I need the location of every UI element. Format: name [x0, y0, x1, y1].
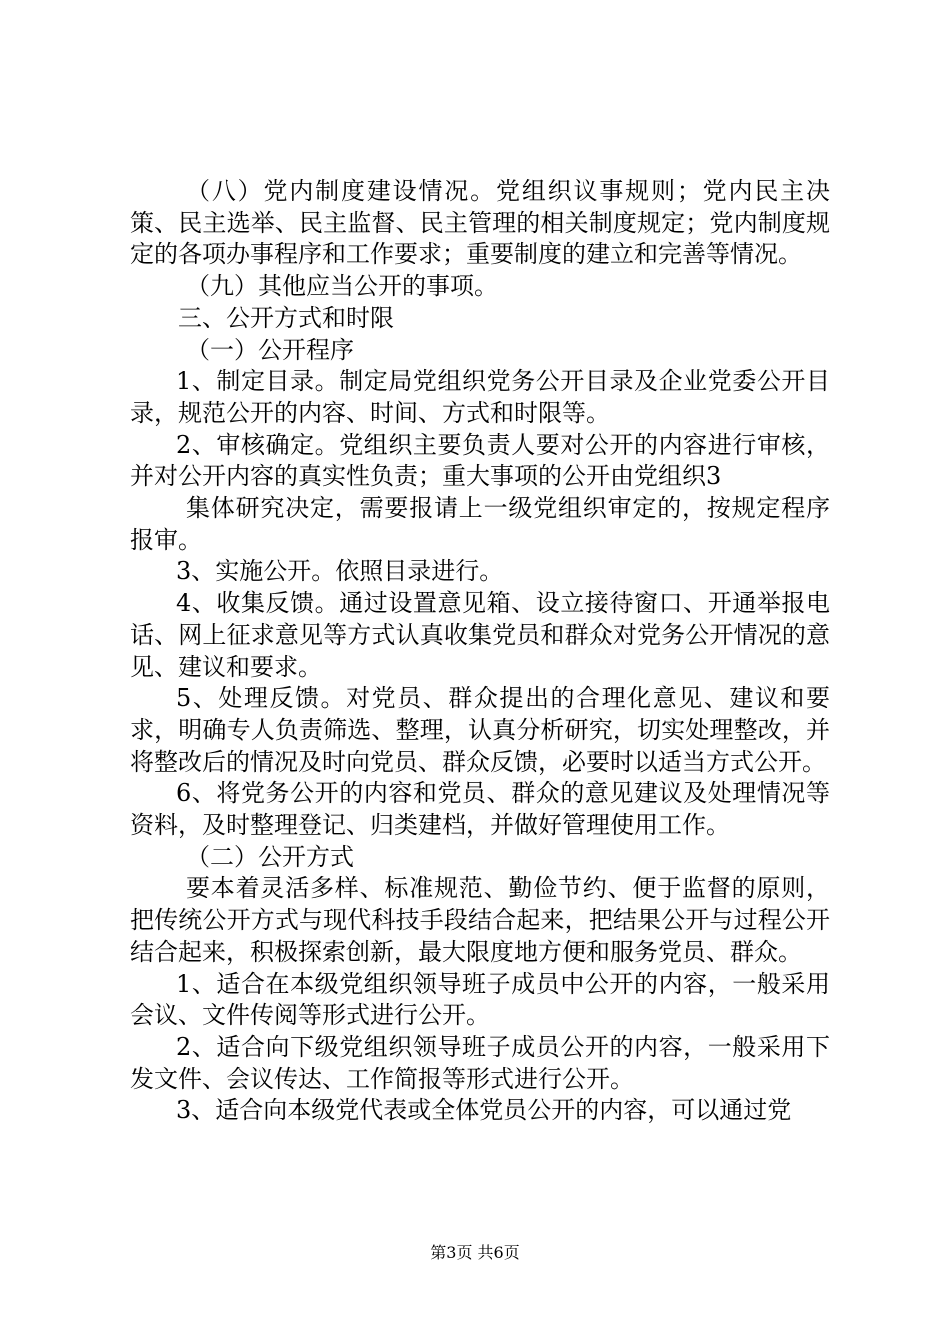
- paragraph-section-9: （九）其他应当公开的事项。: [186, 272, 498, 301]
- subheading-procedure: （一）公开程序: [186, 335, 354, 364]
- paragraph-method-1: 1、适合在本级党组织领导班子成员中公开的内容，一般采用会议、文件传阅等形式进行公开。: [130, 969, 830, 1030]
- paragraph-step-4: 4、收集反馈。通过设置意见箱、设立接待窗口、开通举报电话、网上征求意见等方式认真收集党员和群众对党务公开情况的意见、建议和要求。: [130, 589, 830, 681]
- paragraph-section-8: （八）党内制度建设情况。党组织议事规则；党内民主决策、民主选举、民主监督、民主管理的相关制度规定；党内制度规定的各项办事程序和工作要求；重要制度的建立和完善等情况。: [130, 177, 830, 269]
- heading-section-3: 三、公开方式和时限: [178, 303, 394, 332]
- paragraph-step-2: 2、审核确定。党组织主要负责人要对公开的内容进行审核，并对公开内容的真实性负责；重大事项的公开由党组织3: [130, 430, 830, 491]
- paragraph-step-5: 5、处理反馈。对党员、群众提出的合理化意见、建议和要求，明确专人负责筛选、整理，认真分析研究，切实处理整改，并将整改后的情况及时向党员、群众反馈，必要时以适当方式公开。: [130, 684, 830, 776]
- subheading-methods: （二）公开方式: [186, 842, 354, 871]
- paragraph-method-2: 2、适合向下级党组织领导班子成员公开的内容，一般采用下发文件、会议传达、工作简报等形式进行公开。: [130, 1032, 830, 1093]
- paragraph-step-1: 1、制定目录。制定局党组织党务公开目录及企业党委公开目录，规范公开的内容、时间、方式和时限等。: [130, 367, 830, 427]
- page-number-label: 第3页 共6页: [430, 1243, 520, 1262]
- paragraph-step-6: 6、将党务公开的内容和党员、群众的意见建议及处理情况等资料，及时整理登记、归类建档，并做好管理使用工作。: [130, 779, 830, 840]
- paragraph-method-3: 3、适合向本级党代表或全体党员公开的内容，可以通过党: [176, 1096, 792, 1125]
- paragraph-methods-intro: 要本着灵活多样、标准规范、勤俭节约、便于监督的原则，把传统公开方式与现代科技手段结合起来，把结果公开与过程公开结合起来，积极探索创新，最大限度地方便和服务党员、群众。: [130, 874, 830, 966]
- paragraph-step-2-continued: 集体研究决定，需要报请上一级党组织审定的，按规定程序报审。: [130, 494, 830, 554]
- page-footer: [0, 1243, 950, 1263]
- paragraph-step-3: 3、实施公开。依照目录进行。: [176, 557, 504, 586]
- document-body: [130, 176, 830, 1127]
